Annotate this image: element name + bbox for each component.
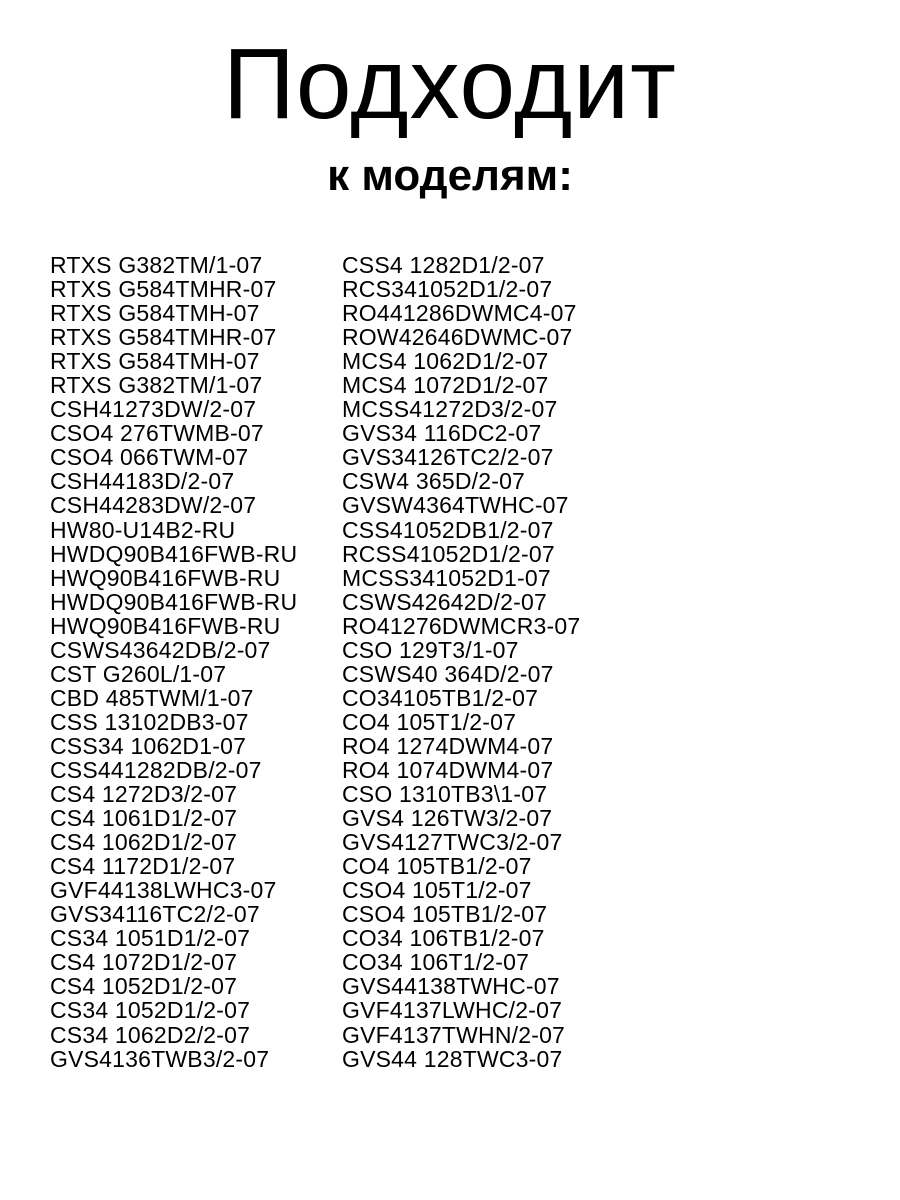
model-item: CSWS43642DB/2-07 (50, 636, 271, 663)
model-item: GVS34116TC2/2-07 (50, 901, 260, 928)
model-item: CSO4 276TWMB-07 (50, 420, 264, 447)
model-item: CS4 1172D1/2-07 (50, 853, 236, 880)
model-item: CS34 1051D1/2-07 (50, 925, 251, 952)
model-item: CSS4 1282D1/2-07 (342, 252, 545, 278)
model-item: CSO 1310TB3\1-07 (342, 781, 548, 808)
model-item: HW80-U14B2-RU (50, 516, 236, 543)
model-item: CBD 485TWM/1-07 (50, 684, 254, 711)
model-list-right (342, 253, 580, 1071)
page-title: Подходит (223, 28, 677, 140)
model-item: CSWS42642D/2-07 (342, 588, 547, 615)
model-item: GVS4127TWC3/2-07 (342, 829, 563, 856)
model-item: HWDQ90B416FWB-RU (50, 588, 298, 615)
model-item: CO4 105TB1/2-07 (342, 853, 532, 880)
model-item: RCSS41052D1/2-07 (342, 540, 555, 567)
model-item: CS4 1052D1/2-07 (50, 973, 238, 1000)
model-item: CO34 106TB1/2-07 (342, 925, 545, 952)
model-item: CSS41052DB1/2-07 (342, 516, 554, 543)
model-item: GVS44 128TWC3-07 (342, 1045, 563, 1072)
model-item: CS4 1061D1/2-07 (50, 805, 238, 832)
model-item: CSS34 1062D1-07 (50, 732, 247, 759)
model-item: RO4 1274DWM4-07 (342, 732, 554, 759)
model-item: RO41276DWMCR3-07 (342, 612, 581, 639)
model-item: MCS4 1072D1/2-07 (342, 372, 549, 399)
model-item: MCS4 1062D1/2-07 (342, 348, 549, 375)
page-subtitle: к моделям: (327, 151, 573, 200)
model-item: GVS4136TWB3/2-07 (50, 1045, 270, 1072)
model-item: RTXS G584TMHR-07 (50, 324, 277, 351)
model-item: CS4 1272D3/2-07 (50, 781, 238, 808)
model-item: RTXS G382TM/1-07 (50, 252, 263, 278)
model-item: RO441286DWMC4-07 (342, 300, 577, 327)
model-item: CST G260L/1-07 (50, 660, 227, 687)
model-item: RTXS G584TMH-07 (50, 300, 260, 327)
model-item: CSO 129T3/1-07 (342, 636, 519, 663)
model-item: CSS441282DB/2-07 (50, 756, 262, 783)
model-item: CSH44183D/2-07 (50, 468, 235, 495)
model-item: MCSS41272D3/2-07 (342, 396, 558, 423)
model-item: RTXS G382TM/1-07 (50, 372, 263, 399)
model-item: GVS44138TWHC-07 (342, 973, 560, 1000)
model-item: GVS4 126TW3/2-07 (342, 805, 553, 832)
model-item: ROW42646DWMC-07 (342, 324, 573, 351)
model-item: CSH44283DW/2-07 (50, 492, 257, 519)
model-item: HWQ90B416FWB-RU (50, 564, 281, 591)
model-item: GVS34 116DC2-07 (342, 420, 542, 447)
model-item: CS34 1052D1/2-07 (50, 997, 251, 1024)
model-item: CSW4 365D/2-07 (342, 468, 526, 495)
model-item: GVF4137TWHN/2-07 (342, 1021, 566, 1048)
model-item: GVS34126TC2/2-07 (342, 444, 554, 471)
model-item: HWQ90B416FWB-RU (50, 612, 281, 639)
model-item: CSO4 066TWM-07 (50, 444, 249, 471)
model-item: GVF44138LWHC3-07 (50, 877, 277, 904)
model-item: RTXS G584TMH-07 (50, 348, 260, 375)
model-item: CO4 105T1/2-07 (342, 708, 517, 735)
model-item: CO34105TB1/2-07 (342, 684, 539, 711)
model-item: HWDQ90B416FWB-RU (50, 540, 298, 567)
model-item: CSS 13102DB3-07 (50, 708, 249, 735)
model-item: CSH41273DW/2-07 (50, 396, 257, 423)
model-item: RCS341052D1/2-07 (342, 276, 553, 303)
model-item: MCSS341052D1-07 (342, 564, 551, 591)
model-item: GVSW4364TWHC-07 (342, 492, 569, 519)
model-item: CSO4 105T1/2-07 (342, 877, 532, 904)
model-item: CSO4 105TB1/2-07 (342, 901, 548, 928)
model-item: CS4 1062D1/2-07 (50, 829, 238, 856)
model-item: CS34 1062D2/2-07 (50, 1021, 251, 1048)
model-item: CO34 106T1/2-07 (342, 949, 530, 976)
model-item: CS4 1072D1/2-07 (50, 949, 238, 976)
model-item: RTXS G584TMHR-07 (50, 276, 277, 303)
model-item: GVF4137LWHC/2-07 (342, 997, 563, 1024)
model-list-left (50, 253, 297, 1071)
model-item: CSWS40 364D/2-07 (342, 660, 554, 687)
model-item: RO4 1074DWM4-07 (342, 756, 554, 783)
